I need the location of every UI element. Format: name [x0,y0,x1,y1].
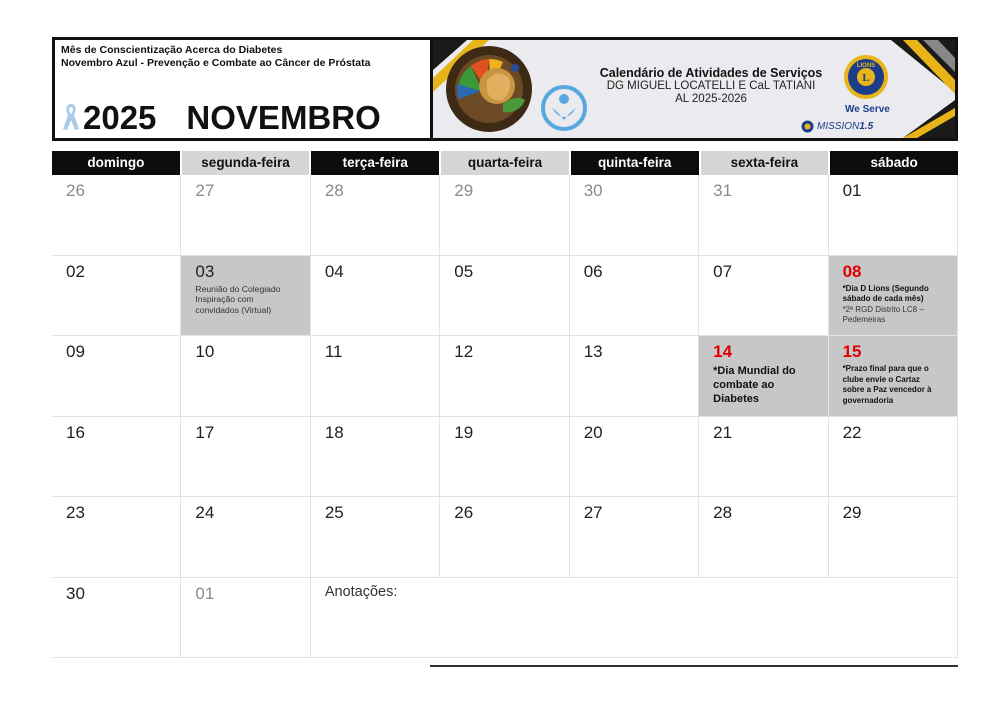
day-number: 16 [66,422,85,442]
diabetes-care-icon [540,84,588,132]
org-governor: DG MIGUEL LOCATELLI E CaL TATIANI [606,80,816,92]
day-cell[interactable] [440,497,569,578]
day-cell[interactable] [52,497,181,578]
day-number: 01 [195,583,215,603]
day-cell[interactable] [181,175,310,256]
org-year: AL 2025-2026 [675,93,747,105]
day-cell[interactable] [311,175,440,256]
day-cell[interactable] [440,256,569,337]
day-number: 04 [324,261,344,281]
day-number: 19 [454,422,474,442]
divider-line [430,665,958,667]
awareness-line-1: Mês de Conscientização Acerca do Diabetes [61,44,283,56]
day-cell[interactable] [699,417,828,498]
svg-text:L: L [862,72,870,84]
day-number: 17 [195,422,215,442]
day-number: 28 [324,181,344,200]
day-number: 29 [454,181,474,200]
day-number: 18 [324,422,344,442]
day-number: 14 [713,342,733,361]
event-note: *2ª RGD Distrito LC8 – Pedemeiras [842,304,924,324]
org-title: Calendário de Atividades de Serviços [599,66,823,80]
lions-logo-icon [843,54,889,100]
we-serve-label: We Serve [845,104,890,115]
day-cell[interactable] [570,256,699,337]
day-cell[interactable] [311,336,440,417]
weekday-wednesday: quarta-feira [441,151,569,175]
day-cell[interactable] [829,175,958,256]
lions-logo-text: LIONS [856,63,876,69]
day-number: 13 [583,342,603,361]
district-seal-icon [441,44,537,134]
day-cell[interactable] [181,417,310,498]
notes-label: Anotações: [324,583,398,600]
weekday-saturday: sábado [830,151,958,175]
day-cell[interactable] [570,497,699,578]
day-number: 25 [324,503,344,522]
day-cell[interactable] [311,497,440,578]
day-cell[interactable] [440,336,569,417]
title-row [61,100,381,136]
day-cell[interactable] [829,336,958,417]
day-cell[interactable] [181,497,310,578]
awareness-line-2: Novembro Azul - Prevenção e Combate ao Câncer de Próstata [61,57,371,69]
event-note: *Dia Mundial do combate ao Diabetes [713,365,796,405]
header-left-panel [55,40,433,138]
day-cell[interactable] [440,175,569,256]
day-cell[interactable] [440,417,569,498]
weekday-thursday: quinta-feira [571,151,699,175]
day-cell[interactable] [829,256,958,337]
day-number: 30 [583,181,603,200]
day-cell[interactable] [570,336,699,417]
day-cell[interactable] [699,175,828,256]
mission-badge [801,120,873,133]
day-number: 24 [195,503,215,522]
day-cell[interactable] [699,336,828,417]
day-cell[interactable] [829,497,958,578]
calendar-grid [52,175,958,658]
day-cell[interactable] [829,417,958,498]
weekday-tuesday: terça-feira [311,151,439,175]
mission-label: MISSION [817,121,860,132]
event-note: *Prazo final para que o clube envie o Cartaz sobre a Paz vencedor à governadoria [842,364,932,405]
day-number: 20 [583,422,603,442]
weekday-sunday: domingo [52,151,180,175]
day-number: 08 [842,261,862,281]
day-cell[interactable] [699,497,828,578]
event-note: *Dia D Lions (Segundo sábado de cada mês) [842,283,929,303]
day-number: 30 [66,583,85,603]
day-number: 27 [583,503,603,522]
day-number: 23 [66,503,85,522]
day-number: 01 [842,181,862,200]
day-cell[interactable] [181,336,310,417]
day-number: 06 [583,261,603,281]
event-note: Reunião do Colegiado Inspiração com convidados (Virtual) [195,283,281,315]
day-cell[interactable] [311,417,440,498]
day-number: 07 [713,261,733,281]
header-right-panel [433,40,955,138]
day-cell[interactable] [311,256,440,337]
day-number: 27 [195,181,215,200]
day-cell[interactable] [52,578,181,659]
day-cell[interactable] [52,336,181,417]
day-cell[interactable] [570,417,699,498]
day-number: 26 [454,503,474,522]
mission-number: 1.5 [859,121,874,132]
calendar-month: NOVEMBRO [186,99,381,136]
weekday-monday: segunda-feira [182,151,310,175]
org-info [583,66,839,106]
day-number: 26 [66,181,85,200]
day-number: 31 [713,181,733,200]
day-number: 29 [842,503,862,522]
notes-area[interactable] [311,578,958,659]
day-cell[interactable] [52,256,181,337]
day-number: 21 [713,422,733,442]
day-cell[interactable] [52,175,181,256]
day-number: 02 [66,261,85,281]
day-cell[interactable] [570,175,699,256]
day-number: 03 [195,261,215,281]
day-number: 28 [713,503,733,522]
day-number: 22 [842,422,862,442]
day-cell[interactable] [181,256,310,337]
calendar-header [52,37,958,141]
day-number: 05 [454,261,474,281]
day-cell[interactable] [52,417,181,498]
weekday-header-row [52,151,958,175]
mission-lions-icon [801,120,814,133]
day-number: 10 [195,342,215,361]
day-number: 09 [66,342,85,361]
day-cell[interactable] [699,256,828,337]
calendar-year: 2025 [83,99,157,136]
day-number: 11 [324,342,343,361]
day-number: 12 [454,342,474,361]
awareness-ribbon-icon [61,102,81,132]
day-number: 15 [842,342,862,361]
day-cell[interactable] [181,578,310,659]
weekday-friday: sexta-feira [701,151,829,175]
